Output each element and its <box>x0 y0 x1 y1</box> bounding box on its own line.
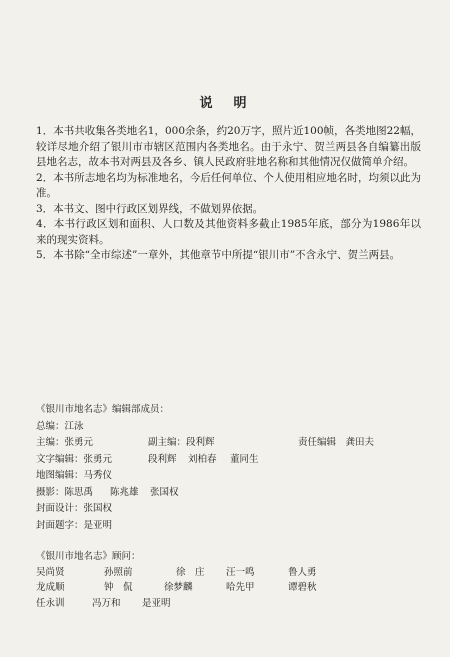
advisor-name: 钟 侃 <box>104 582 133 593</box>
page-title: 说 明 <box>199 96 251 111</box>
advisor-name: 吴尚贤 <box>36 566 65 578</box>
chief-editor: 总编：江泳 <box>36 420 84 432</box>
deputy-editor: 副主编：段利辉 <box>148 437 215 448</box>
advisor-name: 龙成顺 <box>36 582 65 593</box>
map-editor: 地图编辑：马秀仪 <box>36 470 113 481</box>
cover-title: 封面题字：是亚明 <box>36 519 113 531</box>
staff-heading: 《银川市地名志》编辑部成员： <box>36 404 170 415</box>
advisor-name: 汪一鸣 <box>226 566 255 578</box>
advisor-name: 谭碧秋 <box>288 582 317 593</box>
advisor-name: 哈先甲 <box>226 582 255 593</box>
text-editor: 段利辉 <box>148 453 177 465</box>
note-item: 4．本书行政区划和面积、人口数及其他资料多截止1985年底，部分为1986年以来的现实资料。 <box>36 218 421 246</box>
text-editors: 文字编辑：张勇元 <box>36 453 113 465</box>
notes-section <box>36 124 421 264</box>
advisor-name: 孙照前 <box>104 566 133 578</box>
note-item: 2．本书所志地名均为标准地名，今后任何单位、个人使用相应地名时，均须以此为准。 <box>36 171 421 199</box>
text-editor: 刘柏春 <box>188 453 217 465</box>
advisor-name: 鲁人勇 <box>288 566 317 578</box>
advisor-name: 冯万和 <box>92 597 121 609</box>
advisor-name: 是亚明 <box>142 597 171 609</box>
cover-design: 封面设计：张国权 <box>36 503 113 514</box>
advisor-name: 徐 庄 <box>176 566 205 578</box>
text-editor: 董同生 <box>230 453 259 465</box>
note-item: 3．本书文、图中行政区划界线，不做划界依据。 <box>36 202 264 215</box>
photographers: 摄影：陈思禹 <box>36 486 94 498</box>
editorial-staff-section <box>36 401 426 533</box>
note-item: 1．本书共收集各类地名1，000余条，约20万字，照片近100帧，各类地图22幅，较详尽地介绍了银川市市辖区范围内各类地名。由于永宁、贺兰两县各自编纂出版县地名志，故本书对两县及各乡、镇人民政府驻地名称和其他情况仅做简单介绍。 <box>36 125 421 168</box>
photographer: 陈兆雄 <box>110 486 139 498</box>
advisor-name: 徐梦麟 <box>164 582 193 593</box>
note-item: 5．本书除“全市综述”一章外，其他章节中所提“银川市”不含永宁、贺兰两县。 <box>36 249 401 261</box>
advisors-section <box>36 548 426 610</box>
editor: 主编：张勇元 <box>36 437 94 448</box>
responsible-editor: 责任编辑 龚田夫 <box>298 437 375 448</box>
advisors-heading: 《银川市地名志》顾问： <box>36 551 141 562</box>
advisor-name: 任永训 <box>36 597 65 609</box>
photographer: 张国权 <box>150 486 179 498</box>
